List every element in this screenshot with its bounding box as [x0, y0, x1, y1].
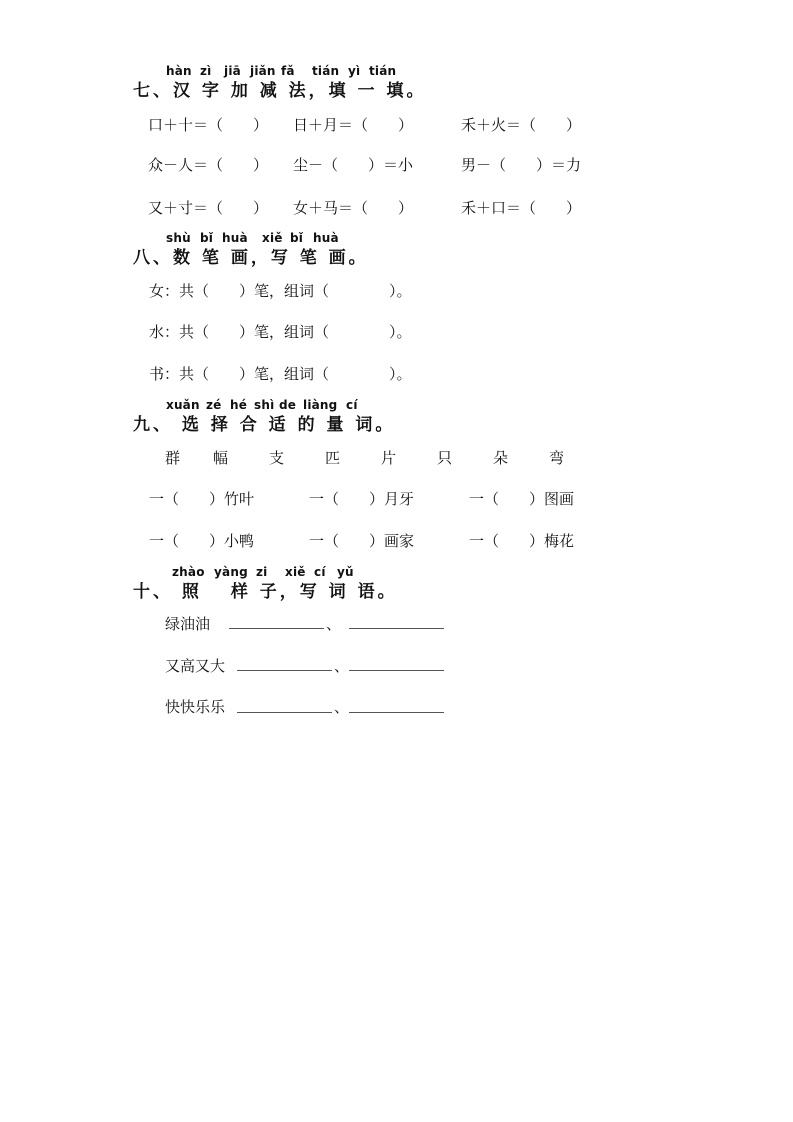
- pinyin: jiā: [224, 64, 241, 78]
- answer-line[interactable]: [237, 712, 332, 713]
- answer-line[interactable]: [237, 670, 332, 671]
- fill-measure-word: 一（ ）图画: [469, 490, 575, 508]
- pinyin: bǐ: [290, 231, 304, 245]
- section-10-title: 十、 照 样 子，写 词 语。: [133, 582, 398, 602]
- equation: 禾＋火＝（ ）: [461, 116, 582, 134]
- pinyin: cí: [314, 565, 326, 579]
- measure-word: 群: [165, 449, 181, 467]
- pinyin: xuǎn: [166, 398, 200, 412]
- fill-measure-word: 一（ ）月牙: [309, 490, 415, 508]
- pinyin: de: [279, 398, 297, 412]
- equation: 又＋寸＝（ ）: [148, 199, 269, 217]
- measure-word: 匹: [325, 449, 341, 467]
- section-9-title: 九、 选 择 合 适 的 量 词。: [133, 415, 396, 435]
- pinyin: hàn: [166, 64, 192, 78]
- pinyin: yì: [348, 64, 361, 78]
- pinyin: fǎ: [281, 64, 295, 78]
- pinyin: liàng: [303, 398, 338, 412]
- pinyin: xiě: [262, 231, 283, 245]
- section-8-title: 八、数 笔 画，写 笔 画。: [133, 248, 369, 268]
- pinyin: huà: [222, 231, 248, 245]
- stroke-question: 女：共（ ）笔，组词（ ）。: [149, 282, 412, 300]
- pinyin: zì: [200, 64, 212, 78]
- answer-line[interactable]: [349, 712, 444, 713]
- pinyin: bǐ: [200, 231, 214, 245]
- answer-line[interactable]: [349, 670, 444, 671]
- pinyin: zhào: [172, 565, 205, 579]
- fill-measure-word: 一（ ）小鸭: [149, 532, 255, 550]
- pinyin: yǔ: [337, 565, 354, 579]
- fill-measure-word: 一（ ）竹叶: [149, 490, 255, 508]
- fill-measure-word: 一（ ）画家: [309, 532, 415, 550]
- equation: 口＋十＝（ ）: [148, 116, 269, 134]
- example-word: 快快乐乐: [165, 698, 226, 716]
- pinyin: yàng: [214, 565, 248, 579]
- measure-word: 幅: [213, 449, 229, 467]
- pinyin: tián: [369, 64, 397, 78]
- pinyin: hé: [230, 398, 248, 412]
- equation: 禾＋口＝（ ）: [461, 199, 582, 217]
- pinyin: shì: [254, 398, 275, 412]
- pinyin: zé: [206, 398, 222, 412]
- measure-word: 只: [437, 449, 453, 467]
- pinyin: huà: [313, 231, 339, 245]
- measure-word: 片: [381, 449, 397, 467]
- pinyin: xiě: [285, 565, 306, 579]
- fill-measure-word: 一（ ）梅花: [469, 532, 575, 550]
- equation: 众－人＝（ ）: [148, 156, 269, 174]
- pinyin: jiǎn: [250, 64, 276, 78]
- pinyin: zi: [256, 565, 268, 579]
- answer-line[interactable]: [229, 628, 324, 629]
- answer-line[interactable]: [349, 628, 444, 629]
- stroke-question: 水：共（ ）笔，组词（ ）。: [149, 323, 412, 341]
- pinyin: shù: [166, 231, 191, 245]
- separator: 、: [326, 615, 342, 633]
- example-word: 又高又大: [165, 657, 226, 675]
- example-word: 绿油油: [165, 615, 211, 633]
- stroke-question: 书：共（ ）笔，组词（ ）。: [149, 365, 412, 383]
- separator: 、: [334, 698, 350, 716]
- measure-word: 朵: [493, 449, 509, 467]
- pinyin: cí: [346, 398, 358, 412]
- separator: 、: [334, 657, 350, 675]
- equation: 男－（ ）＝力: [461, 156, 582, 174]
- section-7-title: 七、汉 字 加 减 法，填 一 填。: [133, 81, 427, 101]
- pinyin: tián: [312, 64, 340, 78]
- measure-word: 支: [269, 449, 285, 467]
- equation: 女＋马＝（ ）: [293, 199, 414, 217]
- equation: 尘－（ ）＝小: [293, 156, 414, 174]
- equation: 日＋月＝（ ）: [293, 116, 414, 134]
- measure-word: 弯: [549, 449, 565, 467]
